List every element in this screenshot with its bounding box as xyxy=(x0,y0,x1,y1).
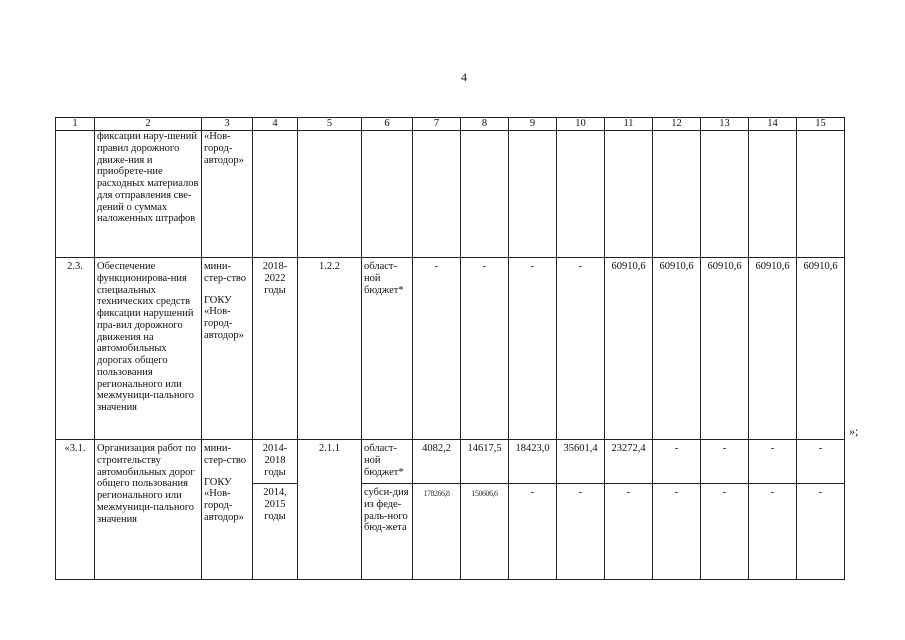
closing-quote: »; xyxy=(849,424,859,438)
amount: - xyxy=(509,484,557,580)
col-header: 14 xyxy=(749,118,797,131)
col-header: 10 xyxy=(557,118,605,131)
amount: 23272,4 xyxy=(605,440,653,484)
amount: 60910,6 xyxy=(749,258,797,440)
amount: 35601,4 xyxy=(557,440,605,484)
amount: - xyxy=(797,440,845,484)
executor-goku: ГОКУ «Нов-город-автодор» xyxy=(204,476,244,523)
period: 2014, 2015 годы xyxy=(253,484,298,580)
col-header: 8 xyxy=(461,118,509,131)
amount: - xyxy=(653,484,701,580)
amount: 150606,6 xyxy=(461,484,509,580)
period: 2018-2022 годы xyxy=(253,258,298,440)
executor-ministry: мини-стер-ство xyxy=(204,261,247,284)
row-number: 2.3. xyxy=(56,258,95,440)
executor xyxy=(202,440,253,580)
col-header: 6 xyxy=(362,118,413,131)
col-header: 1 xyxy=(56,118,95,131)
page-number: 4 xyxy=(461,70,467,84)
table-row xyxy=(56,131,845,258)
col-header: 11 xyxy=(605,118,653,131)
period: 2014-2018 годы xyxy=(253,440,298,484)
executor-ministry: мини-стер-ство xyxy=(204,443,247,466)
measure-name: Обеспечение функционирова-ния специальных технических средств фиксации нарушений пра-вил дорожного движения на автомобильных дорогах общего пользования регионального или межмуници-пального значения xyxy=(95,258,202,440)
executor xyxy=(202,258,253,440)
measure-name: Организация работ по строительству автомобильных дорог общего пользования регионального или межмуници-пального значения xyxy=(95,440,202,580)
amount: 4082,2 xyxy=(413,440,461,484)
target-indicator: 1.2.2 xyxy=(298,258,362,440)
amount: 60910,6 xyxy=(605,258,653,440)
amount: - xyxy=(461,258,509,440)
amount: - xyxy=(701,484,749,580)
funding-source: субси-дия из феде-раль-ного бюд-жета xyxy=(362,484,413,580)
col-header: 2 xyxy=(95,118,202,131)
amount: - xyxy=(413,258,461,440)
amount: - xyxy=(749,484,797,580)
col-header: 7 xyxy=(413,118,461,131)
col-header: 9 xyxy=(509,118,557,131)
amount: 60910,6 xyxy=(701,258,749,440)
amount: 60910,6 xyxy=(797,258,845,440)
amount: - xyxy=(509,258,557,440)
executor-goku: ГОКУ «Нов-город-автодор» xyxy=(204,294,244,341)
amount: - xyxy=(701,440,749,484)
col-header: 13 xyxy=(701,118,749,131)
amount: - xyxy=(749,440,797,484)
target-indicator: 2.1.1 xyxy=(298,440,362,580)
amount: 18423,0 xyxy=(509,440,557,484)
header-row xyxy=(56,118,845,131)
amount: 60910,6 xyxy=(653,258,701,440)
amount: - xyxy=(605,484,653,580)
col-header: 15 xyxy=(797,118,845,131)
col-header: 12 xyxy=(653,118,701,131)
amount: 14617,5 xyxy=(461,440,509,484)
amount: - xyxy=(557,258,605,440)
executor: «Нов-город-автодор» xyxy=(202,131,253,258)
table-row xyxy=(56,440,845,484)
col-header: 4 xyxy=(253,118,298,131)
col-header: 3 xyxy=(202,118,253,131)
col-header: 5 xyxy=(298,118,362,131)
measure-name: фиксации нару-шений правил дорожного движе-ния и приобрете-ние расходных материалов для отправления све-дений о суммах наложенных штрафов xyxy=(95,131,202,258)
program-table xyxy=(55,117,845,580)
amount: - xyxy=(557,484,605,580)
row-number: «3.1. xyxy=(56,440,95,580)
amount: - xyxy=(797,484,845,580)
amount: 178266,8 xyxy=(413,484,461,580)
amount: - xyxy=(653,440,701,484)
funding-source: област-ной бюджет* xyxy=(362,440,413,484)
funding-source: област-ной бюджет* xyxy=(362,258,413,440)
table-row xyxy=(56,258,845,440)
